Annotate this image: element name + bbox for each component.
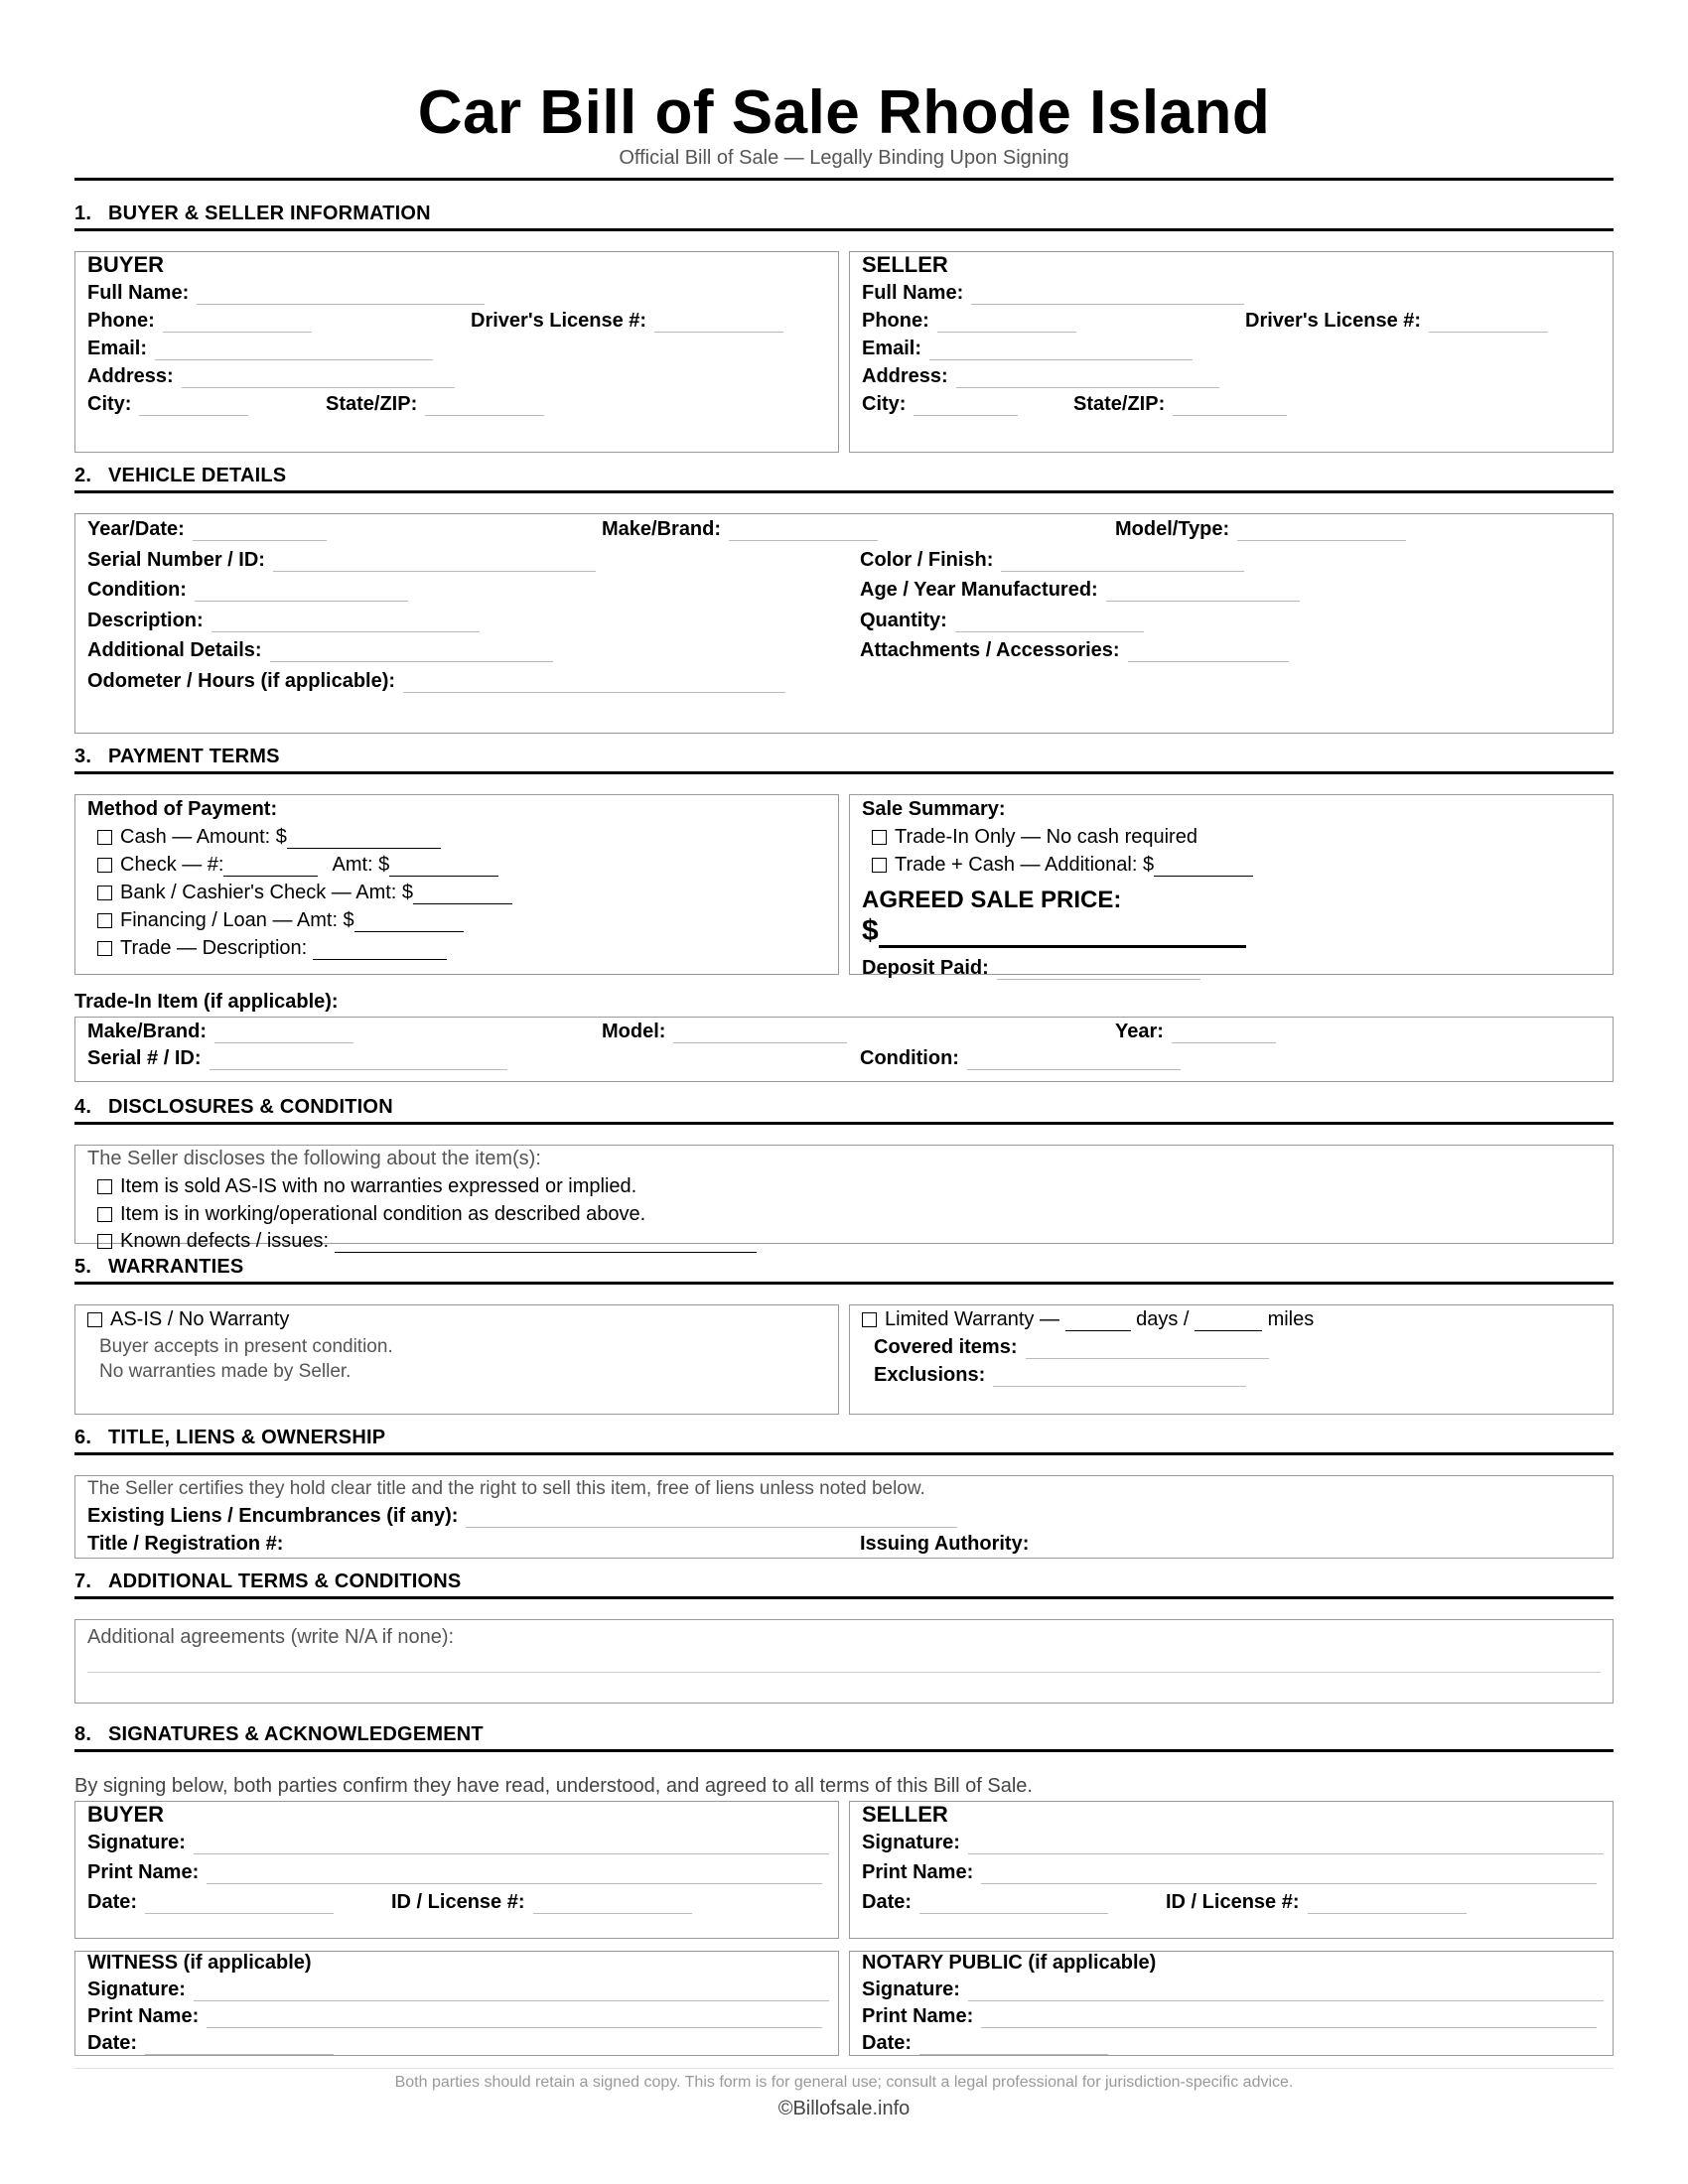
working-condition-checkbox[interactable] [97, 1207, 112, 1222]
trade-in-only-checkbox[interactable] [872, 830, 887, 845]
attachments-field[interactable] [1128, 643, 1289, 662]
model-type-field[interactable] [1237, 522, 1406, 541]
footer-note: Both parties should retain a signed copy. This form is for general use; consult a legal professional for jurisdiction-specific advice. [394, 2074, 1294, 2091]
financing-checkbox[interactable] [97, 913, 112, 928]
seller-info-box: SELLER Full Name: Phone: Driver's License #: Email: Address: City: State/ZIP: [849, 251, 1614, 453]
buyer-license-field[interactable] [654, 314, 783, 333]
seller-heading: SELLER [862, 252, 948, 277]
bank-check-amount-field[interactable] [413, 887, 512, 904]
witness-date-field[interactable] [145, 2036, 334, 2055]
known-defects-checkbox[interactable] [97, 1234, 112, 1249]
buyer-signature-box: BUYER Signature: Print Name: Date: ID / License #: [74, 1801, 839, 1939]
seller-city-field[interactable] [914, 397, 1018, 416]
year-date-field[interactable] [193, 522, 327, 541]
seller-state-zip-field[interactable] [1173, 397, 1287, 416]
buyer-address-field[interactable] [182, 369, 455, 388]
financing-amount-field[interactable] [354, 914, 464, 932]
buyer-signature-field[interactable] [194, 1836, 829, 1854]
section-7-heading: 7. ADDITIONAL TERMS & CONDITIONS [74, 1570, 1614, 1599]
section-4-heading: 4. DISCLOSURES & CONDITION [74, 1096, 1614, 1125]
disclosures-box: The Seller discloses the following about the item(s): Item is sold AS-IS with no warranties expressed or implied. Item is in working/operational condition as described above. Known defects / issues: [74, 1145, 1614, 1244]
notary-print-name-field[interactable] [981, 2009, 1597, 2028]
trade-in-year-field[interactable] [1172, 1024, 1276, 1043]
buyer-state-zip-field[interactable] [425, 397, 544, 416]
trade-in-serial-field[interactable] [210, 1051, 507, 1070]
additional-terms-field[interactable] [87, 1672, 1601, 1673]
method-of-payment-box: Method of Payment: Cash — Amount: $ Check — #: Amt: $ Bank / Cashier's Check — Amt: $ Financing / Loan — Amt: $ Trade — Description: [74, 794, 839, 975]
seller-full-name-field[interactable] [971, 286, 1244, 305]
serial-number-field[interactable] [273, 553, 596, 572]
seller-date-field[interactable] [919, 1895, 1108, 1914]
bill-of-sale-form [74, 0, 1614, 2120]
check-checkbox[interactable] [97, 858, 112, 873]
section-8-heading: 8. SIGNATURES & ACKNOWLEDGEMENT [74, 1723, 1614, 1752]
buyer-full-name-field[interactable] [197, 286, 485, 305]
agreed-sale-price-field[interactable] [879, 921, 1246, 948]
covered-items-field[interactable] [1026, 1340, 1269, 1359]
buyer-id-field[interactable] [533, 1895, 692, 1914]
limited-warranty-checkbox[interactable] [862, 1312, 877, 1327]
buyer-print-name-field[interactable] [207, 1865, 822, 1884]
page-title: Car Bill of Sale Rhode Island [417, 78, 1271, 147]
seller-address-field[interactable] [956, 369, 1219, 388]
deposit-paid-field[interactable] [997, 961, 1200, 980]
sale-summary-box: Sale Summary: Trade-In Only — No cash required Trade + Cash — Additional: $ AGREED SALE PRICE: $ Deposit Paid: [849, 794, 1614, 975]
trade-in-heading: Trade-In Item (if applicable): [74, 991, 339, 1013]
title-liens-box: The Seller certifies they hold clear title and the right to sell this item, free of liens unless noted below. Existing Liens / Encumbrances (if any): Title / Registration #: Issuing Authority: [74, 1475, 1614, 1559]
vehicle-details-box: Year/Date: Make/Brand: Model/Type: Serial Number / ID: Color / Finish: Condition: Age / Year Manufactured: Description: Quantity: Additional Details: Attachments / Accessories: Odometer / Hours (if applicable): [74, 513, 1614, 734]
witness-box: WITNESS (if applicable) Signature: Print Name: Date: [74, 1951, 839, 2056]
check-amount-field[interactable] [389, 859, 498, 877]
footer-divider [74, 2068, 1614, 2069]
make-brand-field[interactable] [729, 522, 878, 541]
cash-checkbox[interactable] [97, 830, 112, 845]
footer-copyright: ©Billofsale.info [777, 2098, 911, 2119]
warranty-miles-field[interactable] [1195, 1313, 1262, 1331]
buyer-info-box: BUYER Full Name: Phone: Driver's License #: Email: Address: City: State/ZIP: [74, 251, 839, 453]
section-1-heading: 1. BUYER & SELLER INFORMATION [74, 203, 1614, 231]
trade-cash-checkbox[interactable] [872, 858, 887, 873]
condition-field[interactable] [195, 583, 408, 602]
known-defects-field[interactable] [335, 1235, 757, 1253]
section-6-heading: 6. TITLE, LIENS & OWNERSHIP [74, 1427, 1614, 1455]
no-warranty-checkbox[interactable] [87, 1312, 102, 1327]
buyer-city-field[interactable] [139, 397, 248, 416]
page-subtitle: Official Bill of Sale — Legally Binding Upon Signing [619, 147, 1069, 169]
seller-phone-field[interactable] [937, 314, 1076, 333]
buyer-heading: BUYER [87, 252, 165, 277]
agreed-sale-price-label: AGREED SALE PRICE: [862, 887, 1122, 913]
buyer-phone-field[interactable] [163, 314, 312, 333]
seller-print-name-field[interactable] [981, 1865, 1597, 1884]
color-finish-field[interactable] [1001, 553, 1244, 572]
trade-in-model-field[interactable] [673, 1024, 847, 1043]
as-is-checkbox[interactable] [97, 1179, 112, 1194]
bank-check-checkbox[interactable] [97, 886, 112, 900]
witness-signature-field[interactable] [194, 1982, 829, 2001]
cash-amount-field[interactable] [287, 831, 441, 849]
limited-warranty-box: Limited Warranty — days / miles Covered items: Exclusions: [849, 1304, 1614, 1415]
as-is-warranty-box: AS-IS / No Warranty Buyer accepts in present condition. No warranties made by Seller. [74, 1304, 839, 1415]
seller-signature-box: SELLER Signature: Print Name: Date: ID / License #: [849, 1801, 1614, 1939]
quantity-field[interactable] [955, 614, 1144, 632]
section-3-heading: 3. PAYMENT TERMS [74, 746, 1614, 774]
trade-in-make-field[interactable] [214, 1024, 353, 1043]
additional-terms-box: Additional agreements (write N/A if none): [74, 1619, 1614, 1704]
liens-field[interactable] [466, 1509, 957, 1528]
signatures-intro: By signing below, both parties confirm they have read, understood, and agreed to all terms of this Bill of Sale. [74, 1775, 1033, 1797]
trade-cash-amount-field[interactable] [1154, 859, 1253, 877]
seller-id-field[interactable] [1308, 1895, 1467, 1914]
trade-checkbox[interactable] [97, 941, 112, 956]
additional-details-field[interactable] [270, 643, 553, 662]
trade-in-condition-field[interactable] [967, 1051, 1181, 1070]
notary-date-field[interactable] [919, 2036, 1108, 2055]
section-2-heading: 2. VEHICLE DETAILS [74, 465, 1614, 493]
witness-print-name-field[interactable] [207, 2009, 822, 2028]
odometer-field[interactable] [403, 674, 785, 693]
exclusions-field[interactable] [993, 1368, 1246, 1387]
age-year-field[interactable] [1106, 583, 1300, 602]
warranty-days-field[interactable] [1065, 1313, 1131, 1331]
check-number-field[interactable] [223, 859, 318, 877]
buyer-date-field[interactable] [145, 1895, 334, 1914]
buyer-email-field[interactable] [155, 341, 433, 360]
notary-signature-field[interactable] [968, 1982, 1604, 2001]
trade-in-box: Make/Brand: Model: Year: Serial # / ID: Condition: [74, 1017, 1614, 1082]
title-divider [74, 178, 1614, 181]
section-5-heading: 5. WARRANTIES [74, 1256, 1614, 1285]
seller-license-field[interactable] [1429, 314, 1548, 333]
seller-email-field[interactable] [929, 341, 1193, 360]
seller-signature-field[interactable] [968, 1836, 1604, 1854]
notary-box: NOTARY PUBLIC (if applicable) Signature: Print Name: Date: [849, 1951, 1614, 2056]
trade-description-field[interactable] [313, 942, 447, 960]
description-field[interactable] [211, 614, 480, 632]
